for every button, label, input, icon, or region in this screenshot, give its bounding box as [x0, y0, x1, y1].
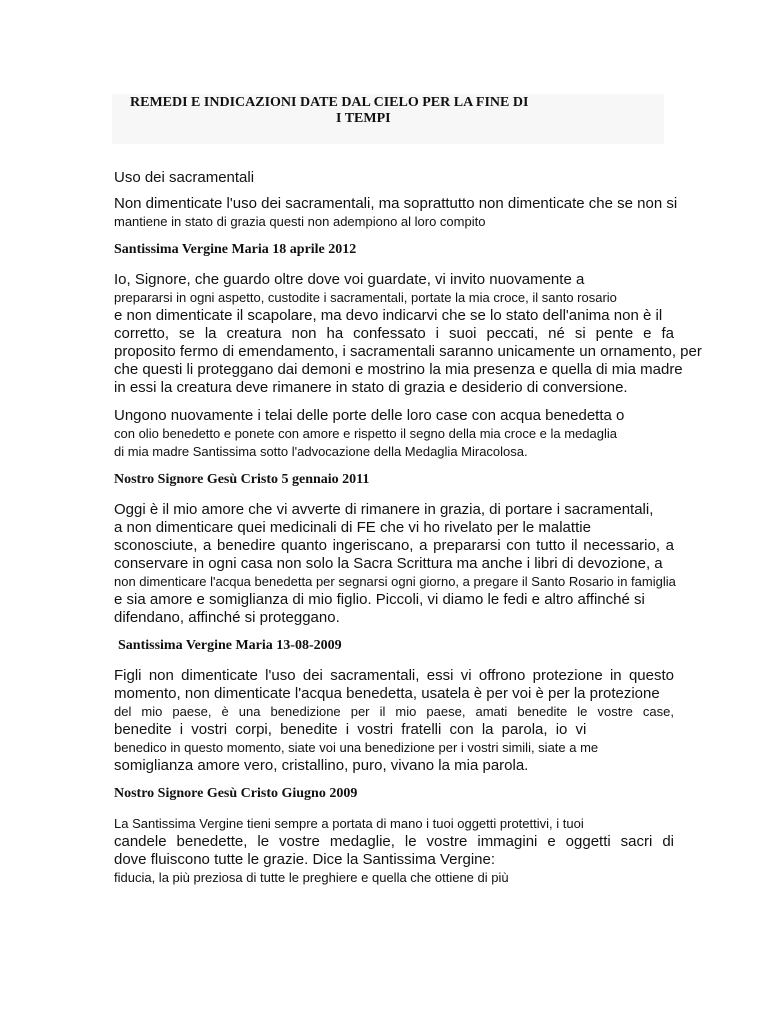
intro-paragraph	[114, 195, 678, 231]
section-heading: Nostro Signore Gesù Cristo 5 gennaio 2011	[114, 472, 370, 487]
section-paragraph	[114, 815, 674, 887]
document-body	[114, 168, 702, 897]
text-line: candele benedette, le vostre medaglie, le vostre immagini e oggetti sacri di	[114, 833, 674, 850]
section-heading: Santissima Vergine Maria 13-08-2009	[118, 638, 342, 653]
text-line: mantiene in stato di grazia questi non adempiono al loro compito	[114, 214, 486, 229]
title-banner	[112, 94, 664, 144]
text-line: prepararsi in ogni aspetto, custodite i sacramentali, portate la mia croce, il santo rosario	[114, 290, 617, 305]
document-title-line-1: REMEDI E INDICAZIONI DATE DAL CIELO PER LA FINE DI	[130, 95, 529, 110]
text-line: benedico in questo momento, siate voi una benedizione per i vostri simili, siate a me	[114, 740, 599, 755]
section-heading: Nostro Signore Gesù Cristo Giugno 2009	[114, 786, 358, 801]
text-line: fiducia, la più preziosa di tutte le preghiere e quella che ottiene di più	[114, 870, 509, 885]
text-line: Figli non dimenticate l'uso dei sacramentali, essi vi offrono protezione in questo	[114, 667, 674, 684]
text-line: Non dimenticate l'uso dei sacramentali, ma soprattutto non dimenticate che se non si	[114, 195, 678, 212]
text-line: in essi la creatura deve rimanere in stato di grazia e desiderio di conversione.	[114, 379, 628, 396]
text-line: non dimenticare l'acqua benedetta per segnarsi ogni giorno, a pregare il Santo Rosario in famiglia	[114, 574, 676, 589]
text-line: Io, Signore, che guardo oltre dove voi guardate, vi invito nuovamente a	[114, 271, 585, 288]
text-line: Ungono nuovamente i telai delle porte delle loro case con acqua benedetta o	[114, 407, 625, 424]
text-line: del mio paese, è una benedizione per il mio paese, amati benedite le vostre case,	[114, 704, 674, 719]
text-line: e sia amore e somiglianza di mio figlio. Piccoli, vi diamo le fedi e altro affinché si	[114, 591, 645, 608]
text-line: Oggi è il mio amore che vi avverte di rimanere in grazia, di portare i sacramentali,	[114, 501, 654, 518]
document-title-line-2: I TEMPI	[336, 111, 391, 126]
section-paragraph	[114, 271, 702, 397]
text-line: conservare in ogni casa non solo la Sacra Scrittura ma anche i libri di devozione, a	[114, 555, 663, 572]
text-line: dove fluiscono tutte le grazie. Dice la Santissima Vergine:	[114, 851, 496, 868]
text-line: corretto, se la creatura non ha confessato i suoi peccati, né si pente e fa	[114, 325, 674, 342]
text-line: e non dimenticate il scapolare, ma devo indicarvi che se lo stato dell'anima non è il	[114, 307, 663, 324]
intro-heading: Uso dei sacramentali	[114, 169, 255, 186]
text-line: sconosciute, a benedire quanto ingeriscano, a prepararsi con tutto il necessario, a	[114, 537, 674, 554]
text-line: difendano, affinché si proteggano.	[114, 609, 340, 626]
text-line: benedite i vostri corpi, benedite i vostri fratelli con la parola, io vi	[114, 721, 587, 738]
text-line: che questi li proteggano dai demoni e mostrino la mia presenza e quella di mia madre	[114, 361, 683, 378]
section-paragraph	[114, 407, 674, 461]
text-line: di mia madre Santissima sotto l'advocazione della Medaglia Miracolosa.	[114, 444, 528, 459]
text-line: somiglianza amore vero, cristallino, puro, vivano la mia parola.	[114, 757, 529, 774]
text-line: con olio benedetto e ponete con amore e rispetto il segno della mia croce e la medaglia	[114, 426, 617, 441]
text-line: a non dimenticare quei medicinali di FE che vi ho rivelato per le malattie	[114, 519, 591, 536]
text-line: La Santissima Vergine tieni sempre a portata di mano i tuoi oggetti protettivi, i tuoi	[114, 816, 584, 831]
section-heading: Santissima Vergine Maria 18 aprile 2012	[114, 242, 357, 257]
section-paragraph	[114, 667, 674, 775]
text-line: momento, non dimenticate l'acqua benedetta, usatela è per voi è per la protezione	[114, 685, 660, 702]
section-paragraph	[114, 501, 674, 627]
text-line: proposito fermo di emendamento, i sacramentali saranno unicamente un ornamento, per	[114, 343, 702, 360]
